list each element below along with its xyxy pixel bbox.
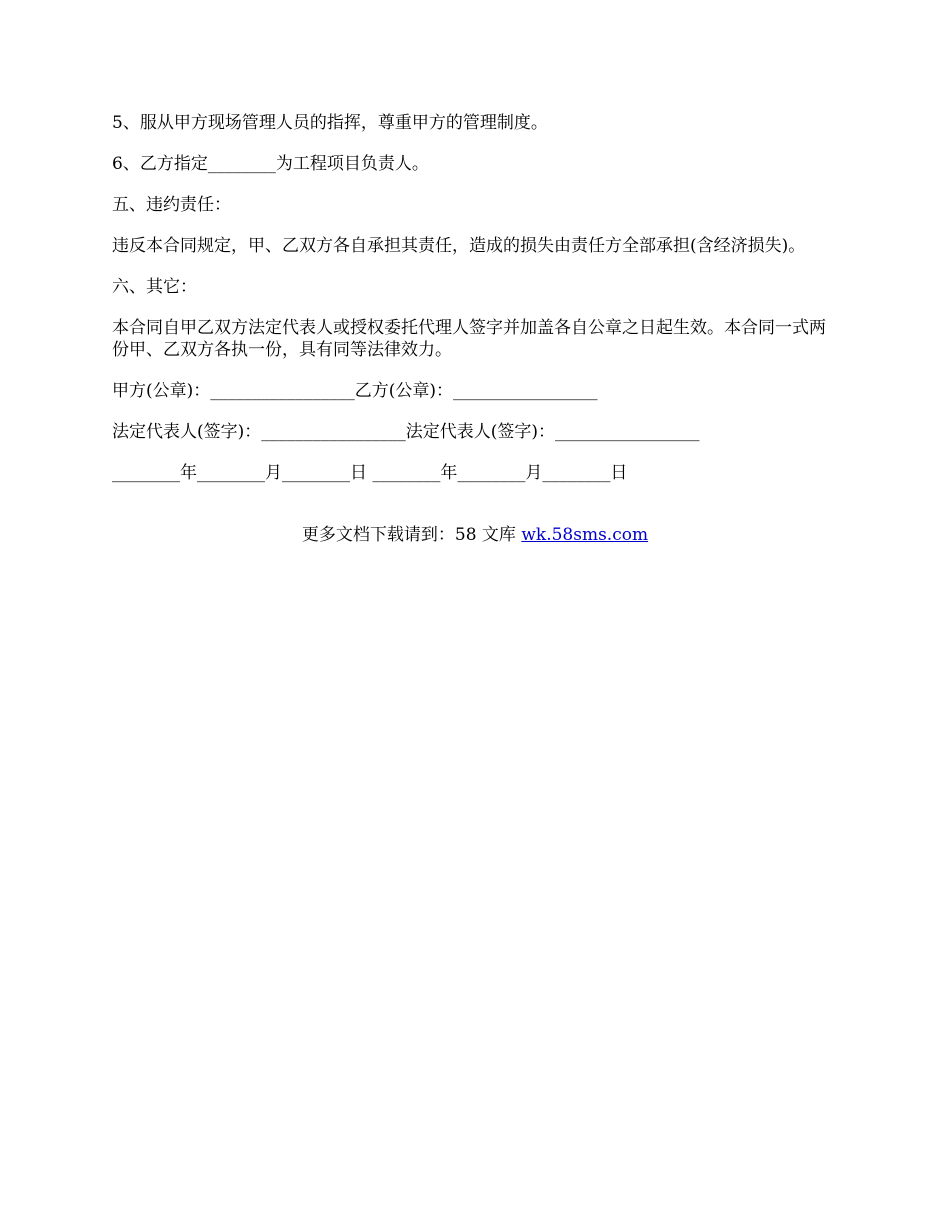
signature-line: 法定代表人(签字)：_________________法定代表人(签字)：_________________ (112, 422, 700, 442)
date-line: ________年________月________日 ________年________月________日 (112, 463, 628, 483)
breach-clause: 违反本合同规定，甲、乙双方各自承担其责任，造成的损失由责任方全部承担(含经济损失)。 (112, 236, 806, 256)
clause-5: 5、服从甲方现场管理人员的指挥，尊重甲方的管理制度。 (112, 113, 548, 133)
section-heading-breach: 五、违约责任： (112, 195, 231, 215)
clause-6: 6、乙方指定________为工程项目负责人。 (112, 154, 429, 174)
footer (0, 524, 950, 546)
seal-line: 甲方(公章)：_________________乙方(公章)：_________________ (112, 381, 598, 401)
footer-text: 更多文档下载请到：58 文库 (301, 525, 522, 545)
effective-clause: 本合同自甲乙双方法定代表人或授权委托代理人签字并加盖各自公章之日起生效。本合同一式两份甲、乙双方各执一份，具有同等法律效力。 (112, 318, 826, 360)
section-heading-other: 六、其它： (112, 277, 197, 297)
document-body (112, 112, 842, 503)
footer-link[interactable]: wk.58sms.com (521, 525, 649, 545)
